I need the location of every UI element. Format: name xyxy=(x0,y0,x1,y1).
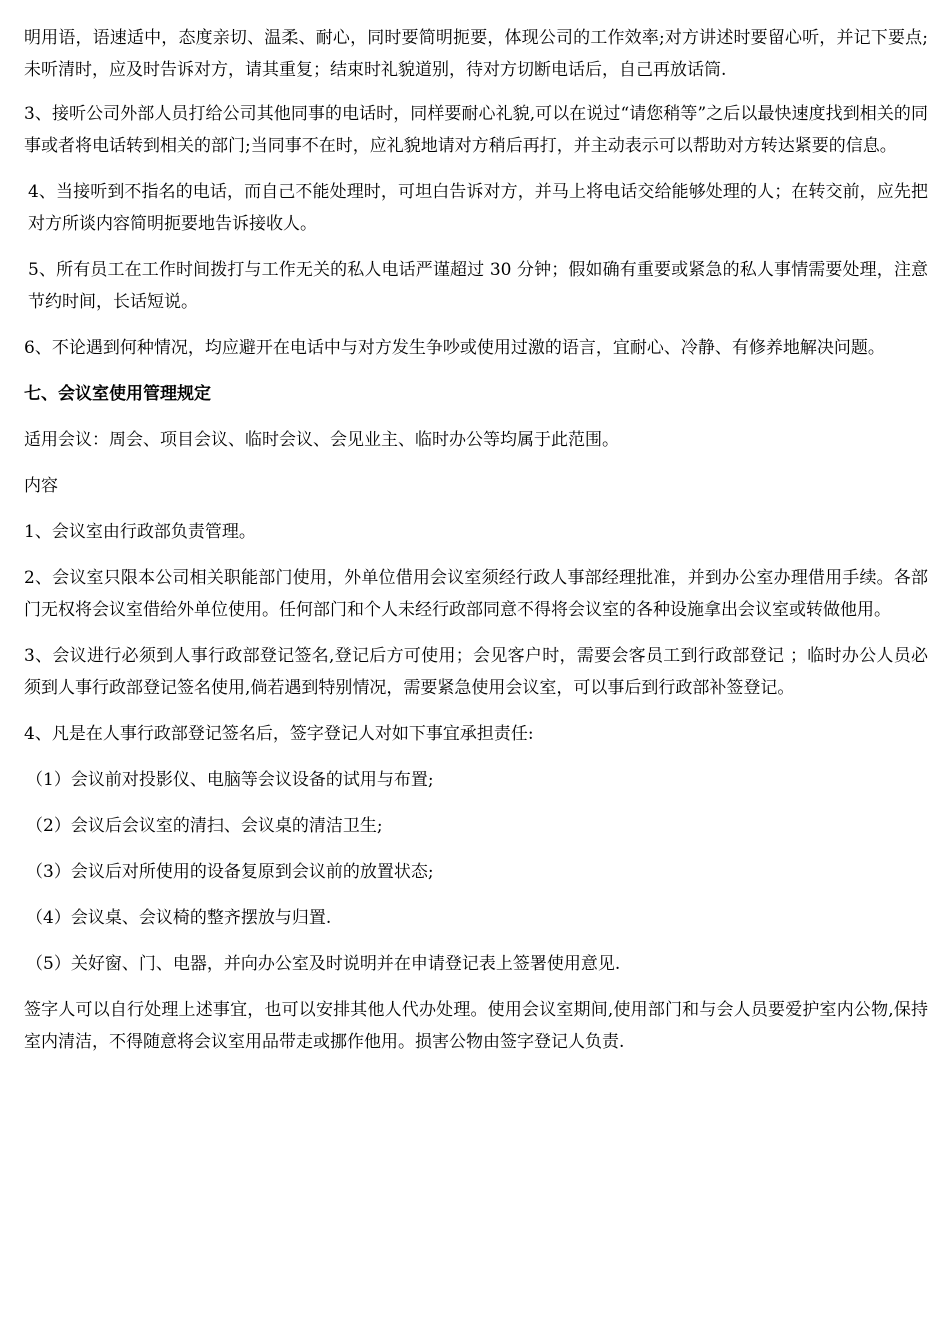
responsibility-item-2: （2）会议后会议室的清扫、会议桌的清洁卫生; xyxy=(26,816,383,836)
section-scope: 适用会议：周会、项目会议、临时会议、会见业主、临时办公等均属于此范围。 xyxy=(24,430,619,450)
paragraph-rule-3: 3、接听公司外部人员打给公司其他同事的电话时，同样要耐心礼貌,可以在说过“请您稍等”之后以最快速度找到相关的同事或者将电话转到相关的部门;当同事不在时，应礼貌地请对方稍后再打，并主动表示可以帮助对方转达紧要的信息。 xyxy=(24,104,928,156)
paragraph-rule-5: 5、所有员工在工作时间拨打与工作无关的私人电话严谨超过 30 分钟；假如确有重要或紧急的私人事情需要处理，注意节约时间，长话短说。 xyxy=(28,260,928,312)
meeting-rule-2: 2、会议室只限本公司相关职能部门使用，外单位借用会议室须经行政人事部经理批准，并到办公室办理借用手续。各部门无权将会议室借给外单位使用。任何部门和个人未经行政部同意不得将会议室的各种设施拿出会议室或转做他用。 xyxy=(24,568,928,620)
responsibility-item-3: （3）会议后对所使用的设备复原到会议前的放置状态; xyxy=(26,862,434,882)
document-page xyxy=(24,22,928,1058)
paragraph-phone-etiquette-continued: 明用语，语速适中，态度亲切、温柔、耐心，同时要简明扼要，体现公司的工作效率;对方讲述时要留心听，并记下要点;未听清时，应及时告诉对方，请其重复；结束时礼貌道别，待对方切断电话后，自己再放话筒. xyxy=(24,28,928,80)
responsibility-item-1: （1）会议前对投影仪、电脑等会议设备的试用与布置; xyxy=(26,770,434,790)
meeting-rule-3: 3、会议进行必须到人事行政部登记签名,登记后方可使用；会见客户时，需要会客员工到行政部登记 ；临时办公人员必须到人事行政部登记签名使用,倘若遇到特别情况，需要紧急使用会议室，可以事后到行政部补签登记。 xyxy=(24,646,928,698)
paragraph-rule-6: 6、不论遇到何种情况，均应避开在电话中与对方发生争吵或使用过激的语言，宜耐心、冷静、有修养地解决问题。 xyxy=(24,338,885,358)
paragraph-rule-4: 4、当接听到不指名的电话，而自己不能处理时，可坦白告诉对方，并马上将电话交给能够处理的人；在转交前，应先把对方所谈内容简明扼要地告诉接收人。 xyxy=(28,182,928,234)
meeting-rule-1: 1、会议室由行政部负责管理。 xyxy=(24,522,256,542)
closing-paragraph: 签字人可以自行处理上述事宜，也可以安排其他人代办处理。使用会议室期间,使用部门和与会人员要爱护室内公物,保持室内清洁，不得随意将会议室用品带走或挪作他用。损害公物由签字登记人负责. xyxy=(24,1000,928,1052)
responsibility-item-5: （5）关好窗、门、电器，并向办公室及时说明并在申请登记表上签署使用意见. xyxy=(26,954,621,974)
meeting-rule-4: 4、凡是在人事行政部登记签名后，签字登记人对如下事宜承担责任: xyxy=(24,724,534,744)
section-heading: 七、会议室使用管理规定 xyxy=(24,384,211,404)
responsibility-item-4: （4）会议桌、会议椅的整齐摆放与归置. xyxy=(26,908,332,928)
content-label: 内容 xyxy=(24,476,58,496)
